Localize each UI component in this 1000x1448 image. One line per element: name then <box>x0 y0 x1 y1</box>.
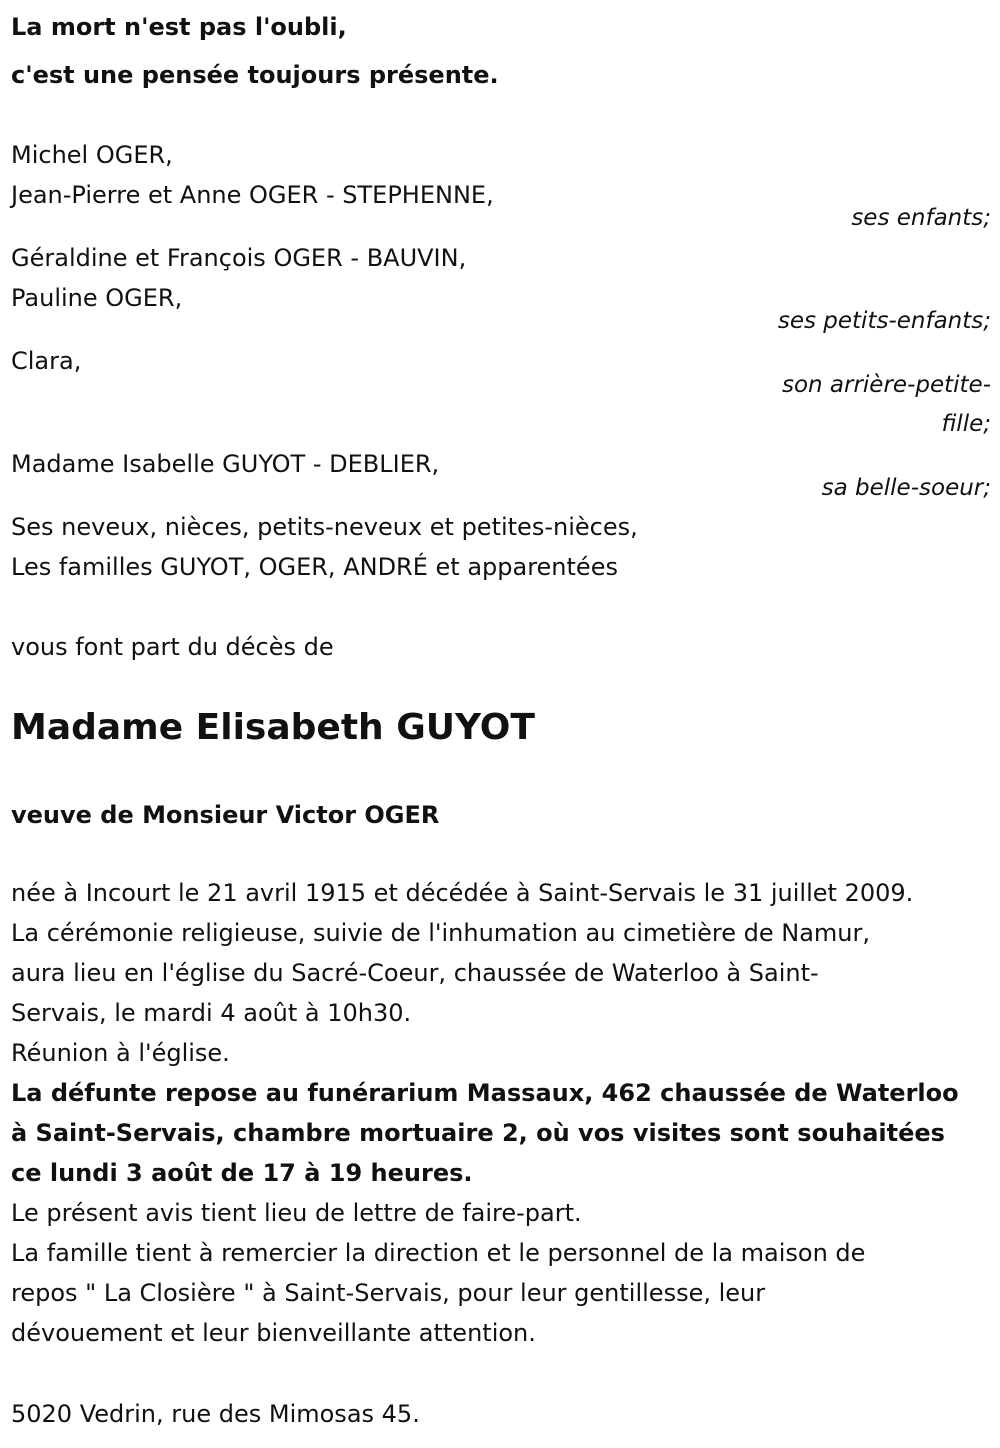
address: 5020 Vedrin, rue des Mimosas 45. <box>11 1400 420 1428</box>
family-grandchild: Géraldine et François OGER - BAUVIN, <box>11 244 467 272</box>
relation-label-grandchildren: ses petits-enfants; <box>777 308 991 334</box>
announcement-text: vous font part du décès de <box>11 633 334 661</box>
family-others: Les familles GUYOT, OGER, ANDRÉ et apparentées <box>11 553 618 581</box>
visitation-line: ce lundi 3 août de 17 à 19 heures. <box>11 1159 473 1187</box>
family-sister-in-law: Madame Isabelle GUYOT - DEBLIER, <box>11 450 440 478</box>
epigraph-line-1: La mort n'est pas l'oubli, <box>11 13 347 41</box>
details-line: Servais, le mardi 4 août à 10h30. <box>11 999 412 1027</box>
visitation-line: La défunte repose au funérarium Massaux, 462 chaussée de Waterloo <box>11 1079 959 1107</box>
closing-line: La famille tient à remercier la direction et le personnel de la maison de <box>11 1239 866 1267</box>
family-child: Michel OGER, <box>11 141 173 169</box>
details-line: La cérémonie religieuse, suivie de l'inhumation au cimetière de Namur, <box>11 919 870 947</box>
visitation-line: à Saint-Servais, chambre mortuaire 2, où vos visites sont souhaitées <box>11 1119 945 1147</box>
closing-line: repos " La Closière " à Saint-Servais, pour leur gentillesse, leur <box>11 1279 766 1307</box>
deceased-widow-of: veuve de Monsieur Victor OGER <box>11 801 440 829</box>
deceased-name: Madame Elisabeth GUYOT <box>11 707 535 748</box>
family-great-grandchild: Clara, <box>11 347 82 375</box>
closing-line: Le présent avis tient lieu de lettre de faire-part. <box>11 1199 582 1227</box>
epigraph-line-2: c'est une pensée toujours présente. <box>11 61 499 89</box>
relation-label-great-grandchild-1: son arrière-petite- <box>781 372 991 398</box>
details-paragraph <box>11 873 991 1353</box>
relation-label-great-grandchild-2: fille; <box>941 411 991 437</box>
closing-line: dévouement et leur bienveillante attention. <box>11 1319 536 1347</box>
details-line: Réunion à l'église. <box>11 1039 230 1067</box>
relation-label-children: ses enfants; <box>851 205 991 231</box>
family-others: Ses neveux, nièces, petits-neveux et petites-nièces, <box>11 513 638 541</box>
family-grandchild: Pauline OGER, <box>11 284 183 312</box>
relation-label-sister-in-law: sa belle-soeur; <box>821 475 991 501</box>
family-child: Jean-Pierre et Anne OGER - STEPHENNE, <box>11 181 494 209</box>
details-line: née à Incourt le 21 avril 1915 et décédée à Saint-Servais le 31 juillet 2009. <box>11 879 914 907</box>
details-line: aura lieu en l'église du Sacré-Coeur, chaussée de Waterloo à Saint- <box>11 959 819 987</box>
